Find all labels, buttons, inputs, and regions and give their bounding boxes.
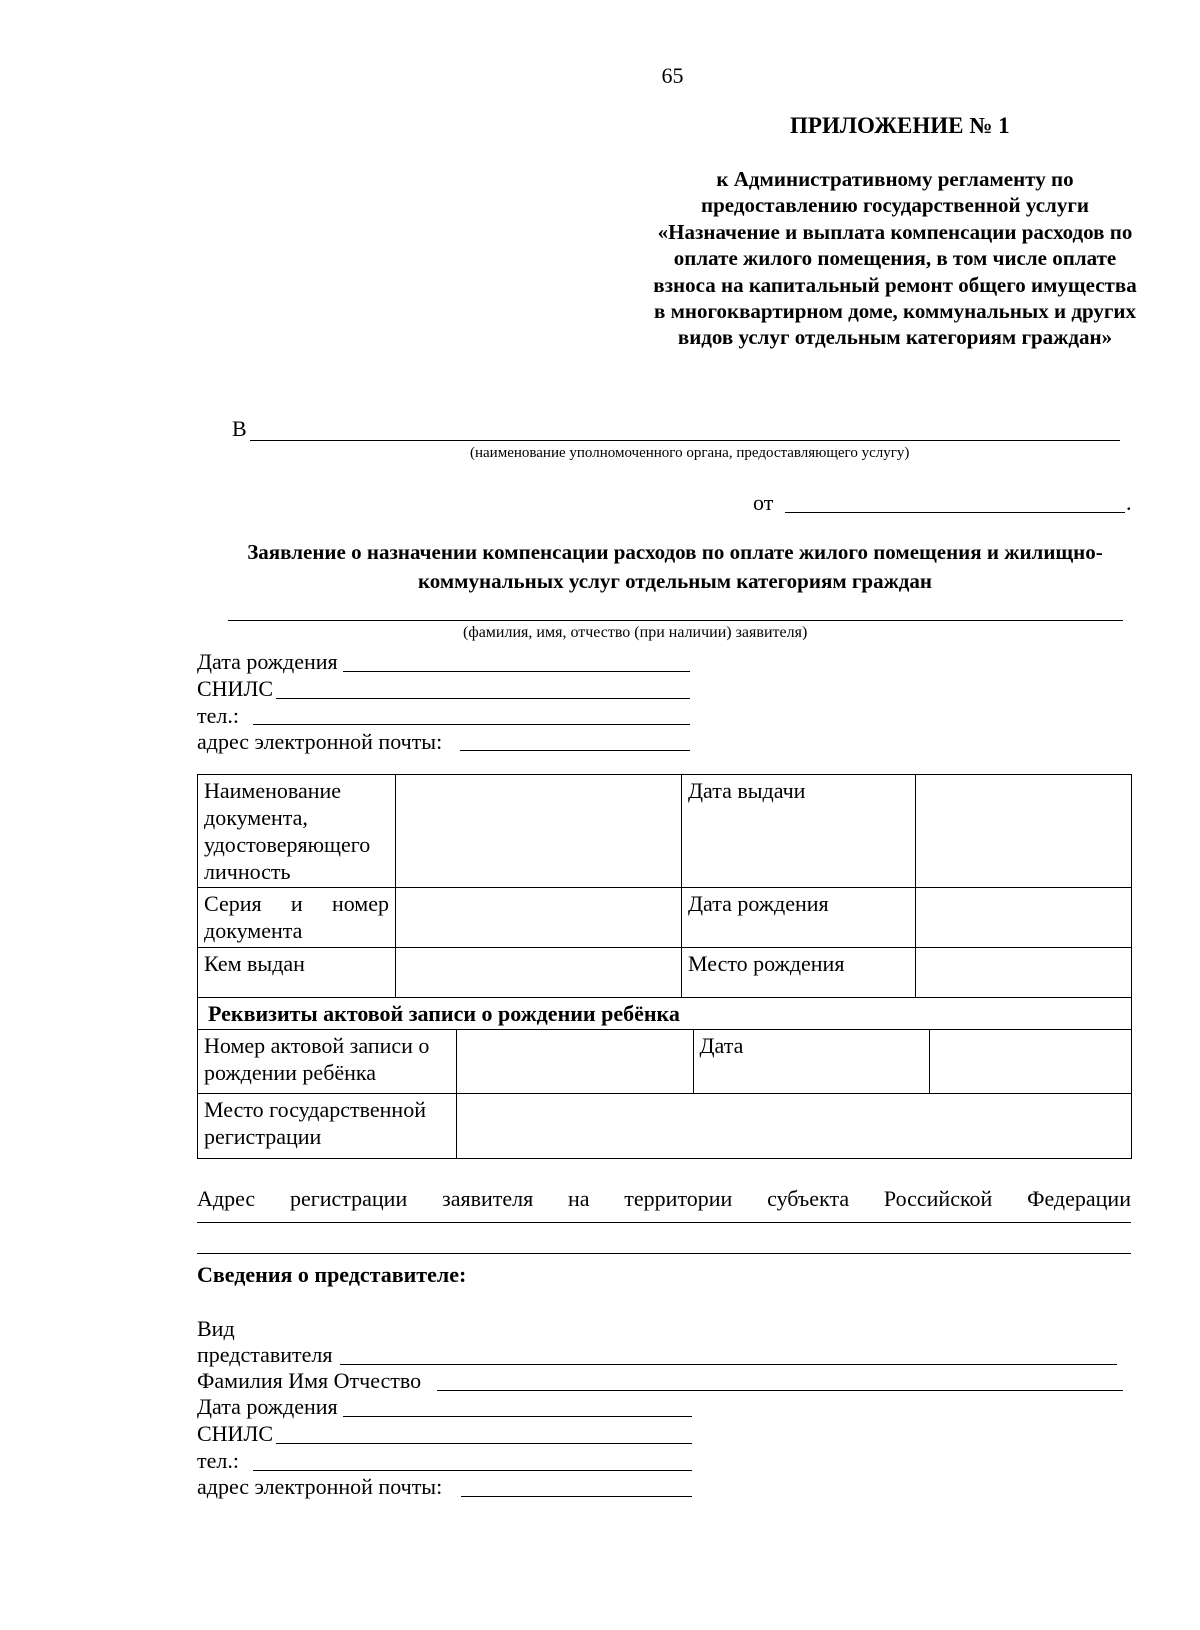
rep-snils-label: СНИЛС xyxy=(197,1421,274,1446)
rep-type-line[interactable] xyxy=(340,1364,1117,1365)
form-title: Заявление о назначении компенсации расходов по оплате жилого помещения и жилищно-коммунальных услуг отдельным категориям граждан xyxy=(247,540,1103,593)
registration-place-cell[interactable] xyxy=(456,1094,1132,1158)
rep-name-line[interactable] xyxy=(437,1390,1123,1391)
to-prefix: В xyxy=(232,416,247,441)
appendix-title: ПРИЛОЖЕНИЕ № 1 xyxy=(790,113,1010,138)
address-word: Адрес xyxy=(197,1186,256,1211)
series-number-cell[interactable] xyxy=(396,888,682,948)
doc-birth-date-label: Дата рождения xyxy=(682,888,916,948)
applicant-birth-date-line[interactable] xyxy=(343,671,690,672)
record-number-cell[interactable] xyxy=(456,1030,693,1094)
applicant-snils-label: СНИЛС xyxy=(197,676,274,701)
record-date-cell[interactable] xyxy=(929,1030,1132,1094)
issued-by-cell[interactable] xyxy=(396,948,682,998)
registration-place-label: Место государственной регистрации xyxy=(198,1094,456,1158)
doc-birth-date-cell[interactable] xyxy=(916,888,1132,948)
rep-email-label: адрес электронной почты: xyxy=(197,1474,443,1499)
applicant-email-line[interactable] xyxy=(460,750,690,751)
to-input-line[interactable] xyxy=(250,440,1120,441)
applicant-phone-line[interactable] xyxy=(253,724,690,725)
rep-type-label-2: представителя xyxy=(197,1342,333,1367)
applicant-caption: (фамилия, имя, отчество (при наличии) заявителя) xyxy=(463,624,808,641)
applicant-birth-date-label: Дата рождения xyxy=(197,649,338,674)
issue-date-label: Дата выдачи xyxy=(682,775,916,888)
record-number-label: Номер актовой записи о рождении ребёнка xyxy=(198,1030,456,1094)
address-word: заявителя xyxy=(442,1186,534,1211)
representative-header: Сведения о представителе: xyxy=(197,1262,467,1287)
doc-name-cell[interactable] xyxy=(396,775,682,888)
address-word: Федерации xyxy=(1027,1186,1131,1211)
address-word: регистрации xyxy=(289,1186,408,1211)
applicant-snils-line[interactable] xyxy=(276,698,690,699)
rep-type-label-1: Вид xyxy=(197,1316,235,1341)
rep-email-line[interactable] xyxy=(461,1496,692,1497)
birth-record-header: Реквизиты актовой записи о рождении ребёнка xyxy=(208,1001,680,1026)
birth-record-table xyxy=(198,1029,1132,1158)
address-line-2[interactable] xyxy=(197,1253,1131,1254)
from-prefix: от xyxy=(753,490,774,515)
address-word: на xyxy=(567,1186,590,1211)
from-suffix: . xyxy=(1126,490,1132,515)
rep-phone-line[interactable] xyxy=(253,1470,692,1471)
rep-phone-label: тел.: xyxy=(197,1448,239,1473)
doc-name-label: Наименование документа, удостоверяющего личность xyxy=(198,775,396,888)
address-word: территории xyxy=(624,1186,733,1211)
address-label xyxy=(197,1186,1131,1212)
issue-date-cell[interactable] xyxy=(916,775,1132,888)
applicant-phone-label: тел.: xyxy=(197,703,239,728)
applicant-email-label: адрес электронной почты: xyxy=(197,729,443,754)
address-line-1[interactable] xyxy=(197,1222,1131,1223)
issued-by-label: Кем выдан xyxy=(198,948,396,998)
applicant-name-line[interactable] xyxy=(228,620,1123,621)
birth-place-cell[interactable] xyxy=(916,948,1132,998)
birth-place-label: Место рождения xyxy=(682,948,916,998)
record-date-label: Дата xyxy=(693,1030,929,1094)
series-number-label xyxy=(198,888,396,948)
birth-record-section xyxy=(198,998,1132,1159)
address-word: субъекта xyxy=(767,1186,850,1211)
identity-table xyxy=(197,774,1132,1159)
rep-snils-line[interactable] xyxy=(276,1443,692,1444)
rep-birth-date-label: Дата рождения xyxy=(197,1394,338,1419)
address-word: Российской xyxy=(883,1186,993,1211)
rep-name-label: Фамилия Имя Отчество xyxy=(197,1368,422,1393)
to-caption: (наименование уполномоченного органа, предоставляющего услугу) xyxy=(470,445,910,461)
from-input-line[interactable] xyxy=(785,512,1125,513)
series-number-text: Серия и номер документа xyxy=(204,891,389,943)
appendix-subtitle: к Административному регламенту по предоставлению государственной услуги «Назначение и выплата компенсации расходов по оплате жилого помещения, в том числе оплате взноса на капитальный ремонт общего имущества в многоквартирном доме, коммунальных и других видов услуг отдельным категориям граждан» xyxy=(653,167,1137,350)
page-number: 65 xyxy=(661,63,684,88)
rep-birth-date-line[interactable] xyxy=(343,1416,692,1417)
